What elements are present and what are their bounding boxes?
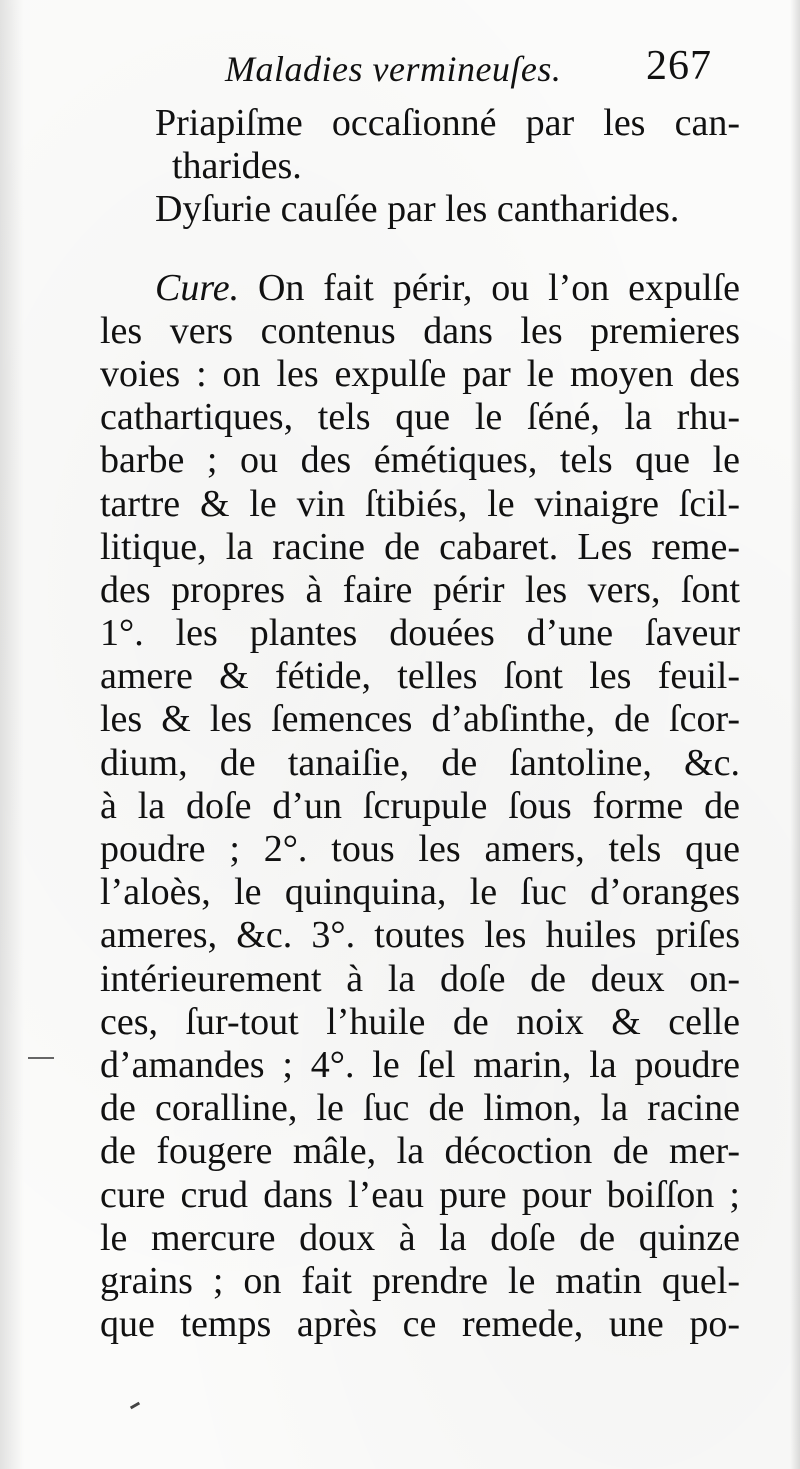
text-line: barbe ; ou des émétiques, tels que le <box>100 439 740 482</box>
text-line: à la doſe d’un ſcrupule ſous forme de <box>100 784 740 827</box>
text-line: ces, ſur-tout l’huile de noix & celle <box>100 1000 740 1043</box>
text-line: 1°. les plantes douées d’une ſaveur <box>100 612 740 655</box>
ink-speck <box>130 1402 140 1410</box>
text-line: de fougere mâle, la décoction de mer- <box>100 1130 740 1173</box>
text-line: tartre & le vin ſtibiés, le vinaigre ſcil- <box>100 482 740 525</box>
text-line: poudre ; 2°. tous les amers, tels que <box>100 828 740 870</box>
page-shadow-right <box>790 0 800 1469</box>
text-line: Dyſurie cauſée par les cantharides. <box>155 188 680 231</box>
text-line: voies : on les expulſe par le moyen des <box>100 352 740 395</box>
running-title: Maladies vermineuſes. <box>225 49 562 89</box>
text-line: On fait périr, ou l’on expulſe <box>257 266 740 309</box>
paragraph-gap <box>100 232 740 267</box>
cure-label: Cure. <box>155 266 240 309</box>
text-line: tharides. <box>172 145 302 188</box>
cure-paragraph-first-line <box>100 267 740 310</box>
text-line: d’amandes ; 4°. le ſel marin, la poudre <box>100 1043 740 1086</box>
text-line: grains ; on fait prendre le matin quel- <box>100 1259 740 1302</box>
text-line: Priapiſme occaſionné par les can- <box>155 102 740 144</box>
text-line: que temps après ce remede, une po- <box>100 1303 740 1346</box>
text-line: cure crud dans l’eau pure pour boiſſon ; <box>100 1173 740 1216</box>
text-line: de coralline, le ſuc de limon, la racine <box>100 1087 740 1130</box>
text-line: les vers contenus dans les premieres <box>100 309 740 352</box>
text-line: l’aloès, le quinquina, le ſuc d’oranges <box>100 871 740 914</box>
page-shadow-left <box>0 0 24 1469</box>
text-line: dium, de tanaiſie, de ſantoline, &c. <box>100 741 740 784</box>
text-line: litique, la racine de cabaret. Les reme- <box>100 525 740 568</box>
text-line: amere & fétide, telles ſont les feuil- <box>100 655 740 698</box>
text-line: des propres à faire périr les vers, ſont <box>100 568 740 611</box>
text-line: cathartiques, tels que le ſéné, la rhu- <box>100 396 740 439</box>
margin-dash-mark <box>28 1057 54 1059</box>
text-line: ameres, &c. 3°. toutes les huiles priſes <box>100 914 740 957</box>
text-line: le mercure doux à la doſe de quinze <box>100 1216 740 1259</box>
body-text <box>100 102 740 1346</box>
text-line: intérieurement à la doſe de deux on- <box>100 957 740 1000</box>
page-number: 267 <box>646 43 712 89</box>
text-line: les & les ſemences d’abſinthe, de ſcor- <box>100 698 740 741</box>
